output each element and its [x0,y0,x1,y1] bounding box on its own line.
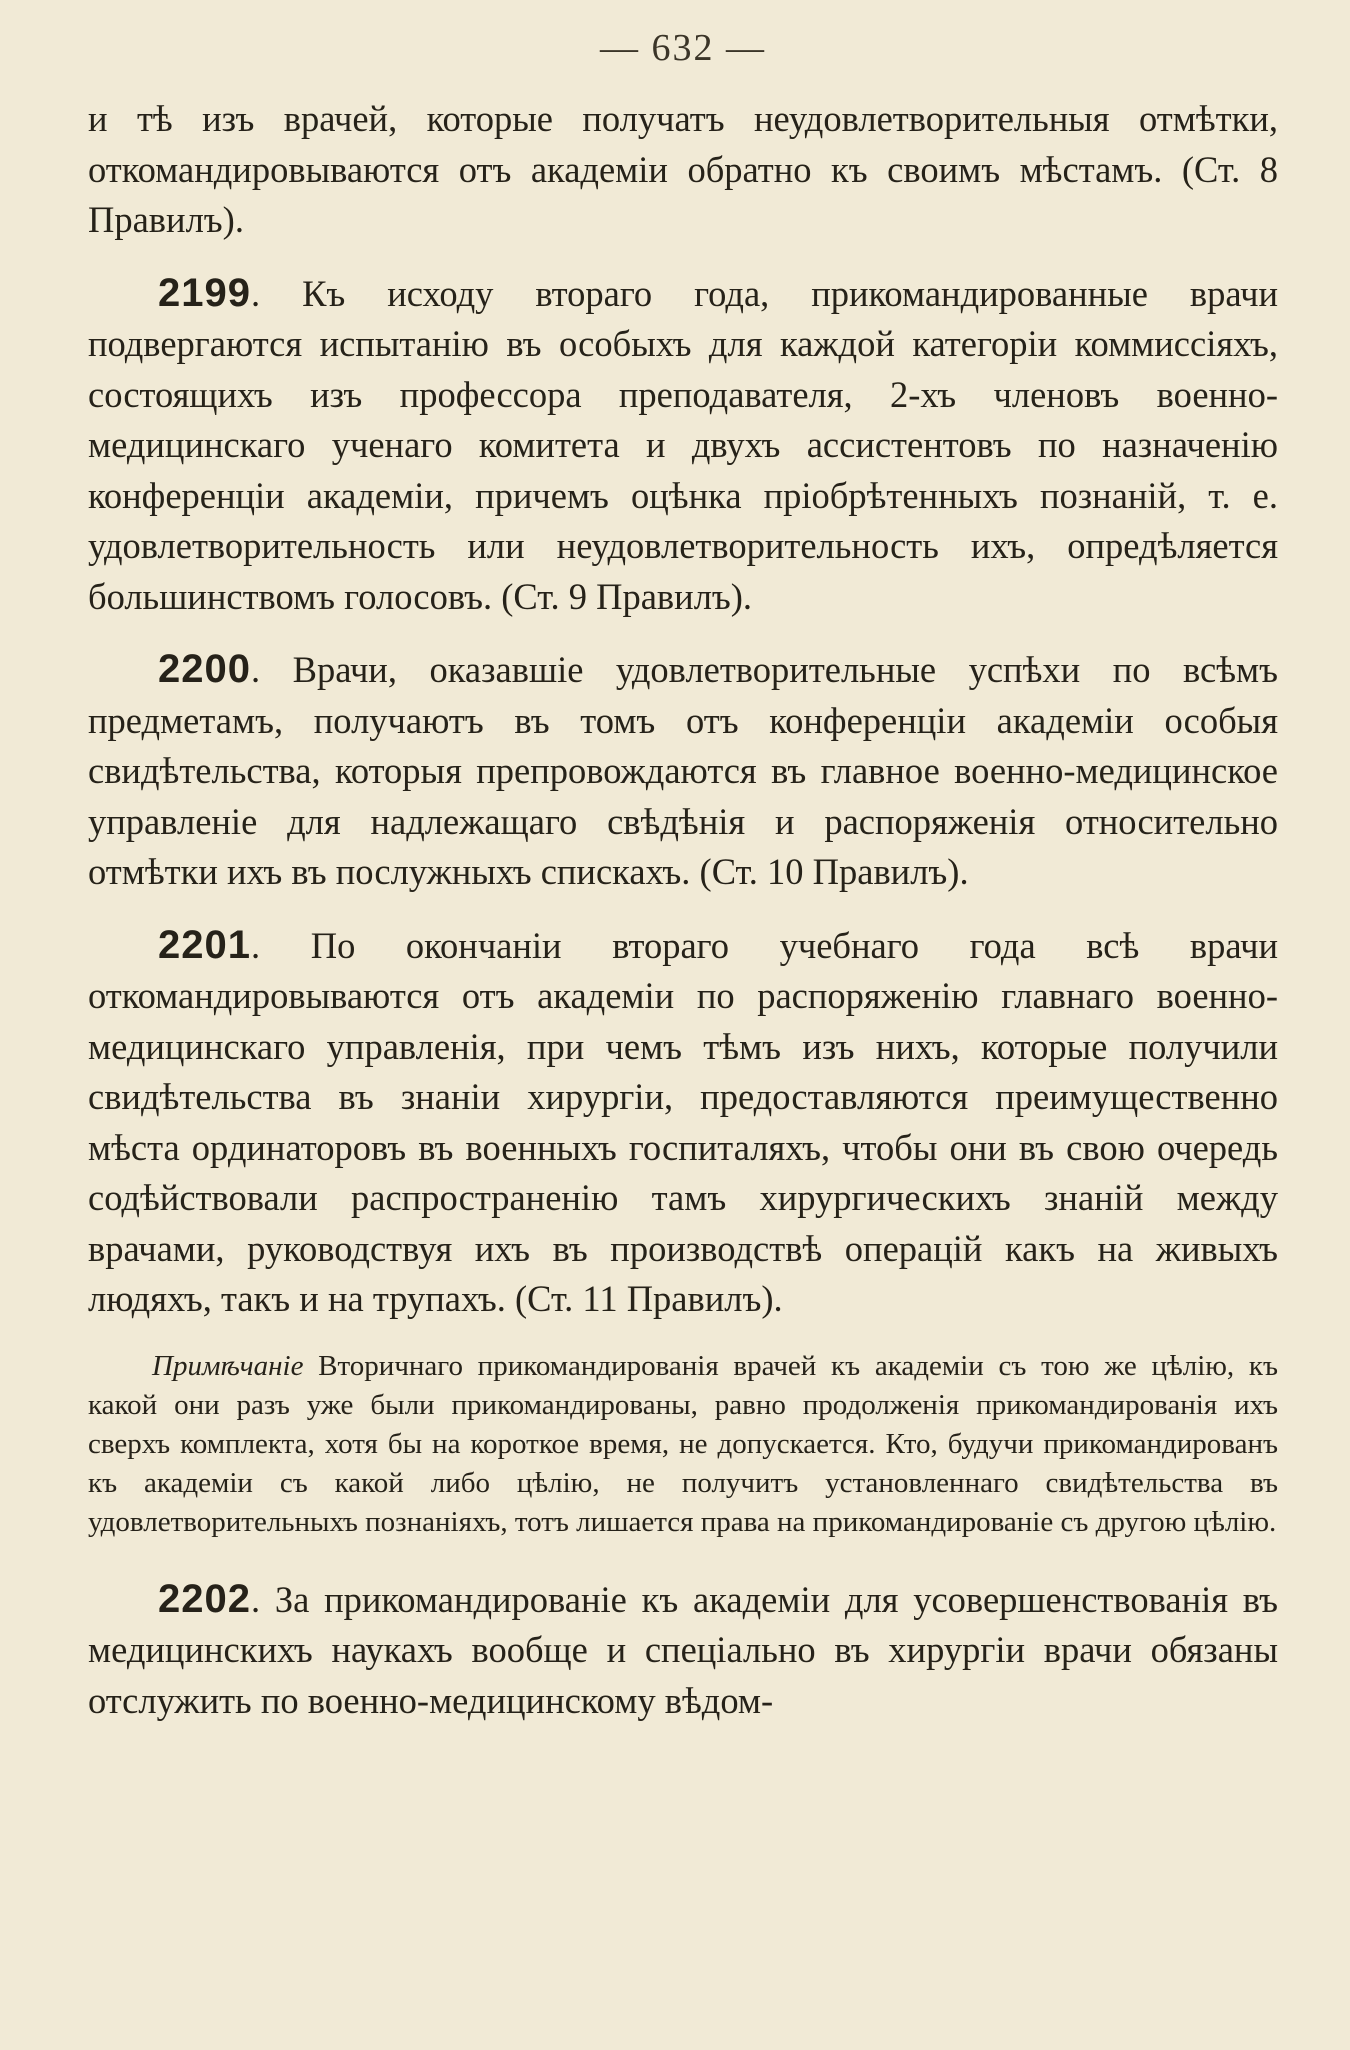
article-text: . Къ исходу втораго года, прикомандированные врачи подвергаются испытанію въ особыхъ для каждой категоріи коммиссіяхъ, состоящихъ изъ профессора преподавателя, 2-хъ членовъ военно-медицинскаго ученаго комитета и двухъ ассистентовъ по назначенію конференціи академіи, причемъ оцѣнка пріобрѣтенныхъ познаній, т. е. удовлетворительность или неудовлетворительность ихъ, опредѣляется большинствомъ голосовъ. (Ст. 9 Правилъ). [88,272,1278,617]
paragraph-continuation [88,94,1278,246]
note-label: Примѣчаніе [152,1349,304,1382]
article-number: 2201 [158,922,251,967]
article-text: . По окончаніи втораго учебнаго года всѣ врачи откомандировываются отъ академіи по распоряженію главнаго военно-медицинскаго управленія, при чемъ тѣмъ изъ нихъ, которые получили свидѣтельства въ знаніи хирургіи, предоставляются преимущественно мѣста ординаторовъ въ военныхъ госпиталяхъ, чтобы они въ свою очередь содѣйствовали распространенію тамъ хирургическихъ знаній между врачами, руководствуя ихъ въ производствѣ операцій какъ на живыхъ людяхъ, такъ и на трупахъ. (Ст. 11 Правилъ). [88,924,1278,1319]
article-number: 2199 [158,270,251,315]
note [88,1347,1278,1542]
page-number: — 632 — [600,27,766,69]
article-2199 [88,268,1278,623]
paragraph-text: и тѣ изъ врачей, которые получатъ неудовлетворительныя отмѣтки, откомандировываются отъ академіи обратно къ своимъ мѣстамъ. (Ст. 8 Правилъ). [88,98,1278,240]
note-text: Вторичнаго прикомандированія врачей къ академіи съ тою же цѣлію, къ какой они разъ уже были прикомандированы, равно продолженія прикомандированія ихъ сверхъ комплекта, хотя бы на короткое время, не допускается. Кто, будучи прикомандированъ къ академіи съ какой либо цѣлію, не получитъ установленнаго свидѣтельства въ удовлетворительныхъ познаніяхъ, тотъ лишается права на прикомандированіе съ другою цѣлію. [88,1349,1278,1538]
article-2200 [88,644,1278,898]
article-number: 2200 [158,647,251,691]
article-text: . За прикомандированіе къ академіи для усовершенствованія въ медицинскихъ наукахъ вообще и спеціально въ хирургіи врачи обязаны отслужить по военно-медицинскому вѣдом- [88,1578,1278,1721]
article-number: 2202 [158,1576,251,1621]
article-2201 [88,920,1278,1325]
article-text: . Врачи, оказавшіе удовлетворительные успѣхи по всѣмъ предметамъ, получаютъ въ томъ отъ конференціи академіи особыя свидѣтельства, которыя препровождаются въ главное военно-медицинское управленіе для надлежащаго свѣдѣнія и распоряженія относительно отмѣтки ихъ въ послужныхъ спискахъ. (Ст. 10 Правилъ). [88,649,1278,892]
article-2202 [88,1574,1278,1727]
